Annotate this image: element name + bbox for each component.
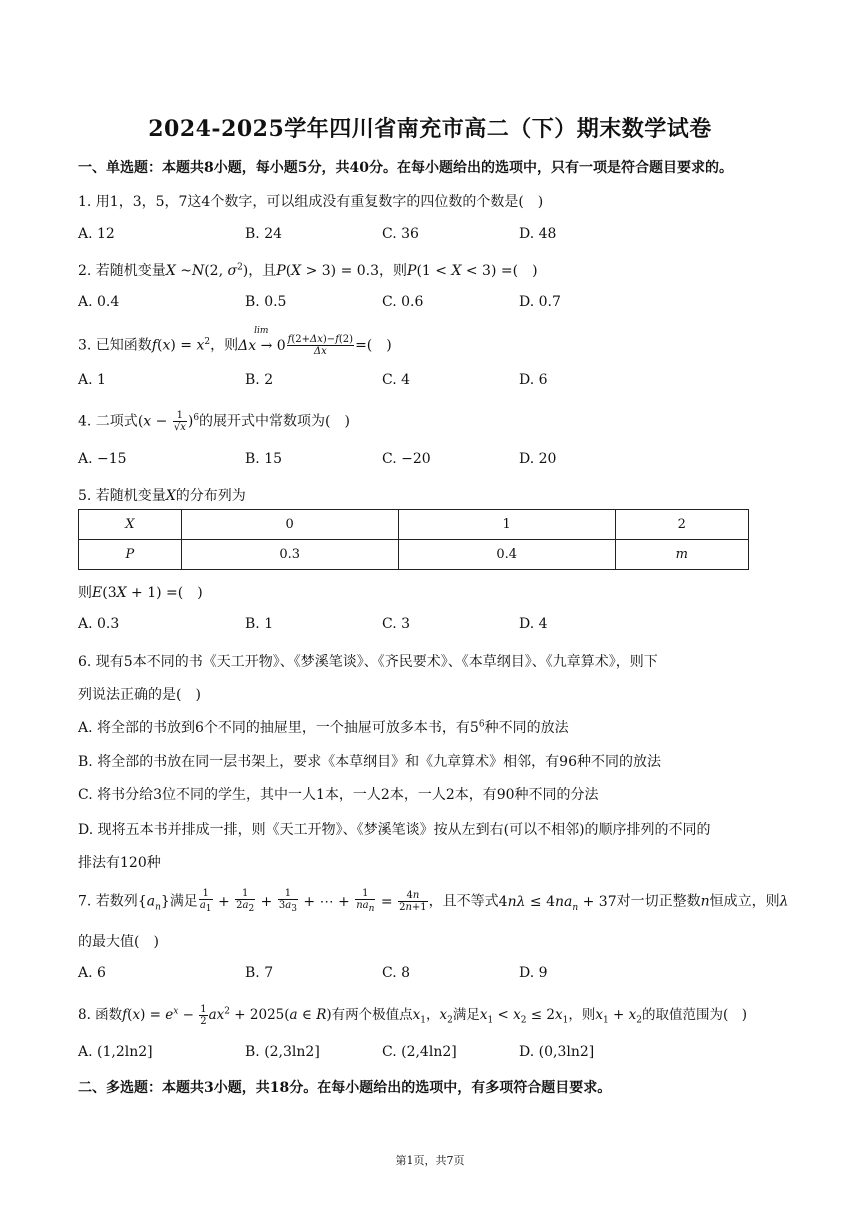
section-heading-multi-choice: 二、多选题：本题共3小题，共18分。在每小题给出的选项中，有多项符合题目要求。 [78,1080,612,1096]
table-cell: 0.4 [398,540,615,570]
question-5: 5. 若随机变量X的分布列为 [78,488,246,504]
q7-inequality: $4n\lambda \le 4na_n + 37$ [498,893,617,913]
q6-option-c: C. 将书分给3位不同的学生，其中一人1本，一人2本，一人2本，有90种不同的分法 [78,787,599,803]
q2-formula-target: P [407,263,417,279]
table-cell: P [79,540,182,570]
q4-option-b: B. 15 [245,451,283,467]
q5-option-b: B. 1 [245,616,274,632]
question-3: 3. 已知函数$f(x) = x^2$，则 lim Δx → 0 $\frac{f(2+\Delta x)-f(2)}{\Delta x}$ =( ) [78,325,392,357]
q6-option-a-prefix: A. 将全部的书放到6个不同的抽屉里，一个抽屉可放多本书，有 [78,720,470,736]
q8-mid3: ，则 [568,1007,596,1023]
q2-suffix: =( ) [500,263,538,279]
q7-prefix: 7. 若数列 [78,893,138,910]
q1-option-b: B. 24 [245,226,283,242]
q1-option-c: C. 36 [382,226,419,242]
q5-option-d: D. 4 [519,616,548,632]
q6-option-d-line-1: D. 现将五本书并排成一排，则《天工开物》、《梦溪笔谈》按从左到右(可以不相邻)的顺序排列的不同的 [78,822,711,838]
q7-mid4: 恒成立，则 [709,893,780,910]
q3-option-d: D. 6 [519,372,548,388]
q6-option-d-line-2: 排法有120种 [78,855,161,871]
table-row [79,540,749,570]
q6-option-a: A. 将全部的书放到6个不同的抽屉里，一个抽屉可放多本书，有$5^6$种不同的放法 [78,719,569,736]
q8-option-b: B. (2,3ln2] [245,1044,320,1060]
q2-option-c: C. 0.6 [382,294,424,310]
question-8: 8. 函数$f(x) = e^x$ − $\frac{1}{2}$ $ax^2 + 2025(a$ ∈ R)有两个极值点$x_1$，$x_2$满足$x_1 < x_2 \le 2x_1$，则$x_1 + x_2$的取值范围为( ) [78,1004,747,1027]
q3-option-b: B. 2 [245,372,274,388]
q8-mid1: 有两个极值点 [331,1007,413,1023]
question-5-expectation: 则E(3X + 1) =( ) [78,585,203,601]
q5-suffix: 的分布列为 [175,488,246,504]
q2-formula-given: P [276,263,286,279]
q2-mid2: ，则 [379,263,408,279]
q7-option-c: C. 8 [382,965,411,981]
q7-series-formula: $\frac{1}{a_1}$ + $\frac{1}{2a_2}$ + $\frac{1}{3a_3}$ + ⋯ + $\frac{1}{na_n}$ = $\frac{4n}{2n+1}$ [199,888,427,914]
page-footer: 第1页，共7页 [395,1154,465,1167]
q8-option-a: A. (1,2ln2] [78,1044,153,1060]
q4-prefix: 4. 二项式 [78,413,138,430]
table-cell: m [615,540,748,570]
q1-option-d: D. 48 [519,226,557,242]
q5-option-c: C. 3 [382,616,411,632]
q5-prefix: 5. 若随机变量 [78,488,166,504]
q3-prefix: 3. 已知函数 [78,337,152,354]
table-cell: 1 [398,510,615,540]
section-heading-single-choice: 一、单选题：本题共8小题，每小题5分，共40分。在每小题给出的选项中，只有一项是符合题目要求的。 [78,160,733,176]
q8-suffix: 的取值范围为( ) [641,1007,747,1023]
question-6-line-1: 6. 现有5本不同的书《天工开物》、《梦溪笔谈》、《齐民要术》、《本草纲目》、《九章算术》，则下 [78,654,658,670]
q2-option-d: D. 0.7 [519,294,561,310]
table-cell: 0.3 [181,540,398,570]
q3-mid: ，则 [210,337,239,354]
question-7: 7. 若数列$\{a_n\}$满足 $\frac{1}{a_1}$ + $\frac{1}{2a_2}$ + $\frac{1}{3a_3}$ + ⋯ + $\frac{1}{na_n}$ = $\frac{4n}{2n+1}$ ，且不等式$4n\lambda \le 4na_n + 37$对一切正整数n恒成立，则λ [78,888,789,914]
q6-option-b: B. 将全部的书放在同一层书架上，要求《本草纲目》和《九章算术》相邻，有96种不同的放法 [78,754,662,770]
q3-option-a: A. 1 [78,372,106,388]
q2-option-b: B. 0.5 [245,294,287,310]
q7-option-b: B. 7 [245,965,274,981]
q7-mid1: 满足 [169,893,198,910]
q5-after-suffix: =( ) [166,585,203,601]
q8-option-d: D. (0,3ln2] [519,1044,595,1060]
question-7-line-2: 的最大值( ) [78,934,159,950]
table-cell: X [79,510,182,540]
q7-mid2: ，且不等式 [428,893,499,910]
q2-mid1: ，且 [248,263,277,279]
question-6-line-2: 列说法正确的是( ) [78,687,201,703]
q3-limit-formula: lim Δx → 0 [238,325,286,354]
q4-option-a: A. −15 [78,451,127,467]
q2-option-a: A. 0.4 [78,294,120,310]
q4-binomial-term: $\frac{1}{√x}$ [173,410,186,433]
table-cell: 0 [181,510,398,540]
q8-mid2: 满足 [452,1007,480,1023]
distribution-table [78,509,749,570]
q8-option-c: C. (2,4ln2] [382,1044,457,1060]
q3-option-c: C. 4 [382,372,411,388]
q1-option-a: A. 12 [78,226,115,242]
q4-option-c: C. −20 [382,451,431,467]
q5-option-a: A. 0.3 [78,616,120,632]
q3-difference-quotient: $\frac{f(2+\Delta x)-f(2)}{\Delta x}$ [287,334,354,357]
q4-option-d: D. 20 [519,451,557,467]
q7-option-d: D. 9 [519,965,548,981]
q7-option-a: A. 6 [78,965,106,981]
q6-option-a-suffix: 种不同的放法 [484,720,569,736]
table-row [79,510,749,540]
question-1: 1. 用1，3，5，7这4个数字，可以组成没有重复数字的四位数的个数是( ) [78,194,544,210]
q8-condition: $x_1 < x_2 \le 2x_1$ [479,1007,569,1026]
q2-prefix: 2. 若随机变量 [78,263,166,279]
q4-suffix: 的展开式中常数项为( ) [199,413,350,430]
table-cell: 2 [615,510,748,540]
page-title: 2024-2025学年四川省南充市高二（下）期末数学试卷 [148,116,712,142]
q2-formula-distribution: X [165,263,176,279]
q7-mid3: 对一切正整数 [616,893,701,910]
question-2: 2. 若随机变量X ~N(2, $\sigma^2$)，且P(X > 3) = 0.3，则P(1 < X < 3) =( ) [78,262,538,279]
q8-function-formula: $f(x) = e^x$ − $\frac{1}{2}$ $ax^2 + 2025(a$ ∈ R) [122,1004,332,1027]
q8-prefix: 8. 函数 [78,1007,123,1023]
q5-after-prefix: 则 [78,585,92,601]
q3-suffix: =( ) [355,337,392,354]
question-4: 4. 二项式(x − $\frac{1}{√x}$ )$^6$的展开式中常数项为( ) [78,410,350,433]
